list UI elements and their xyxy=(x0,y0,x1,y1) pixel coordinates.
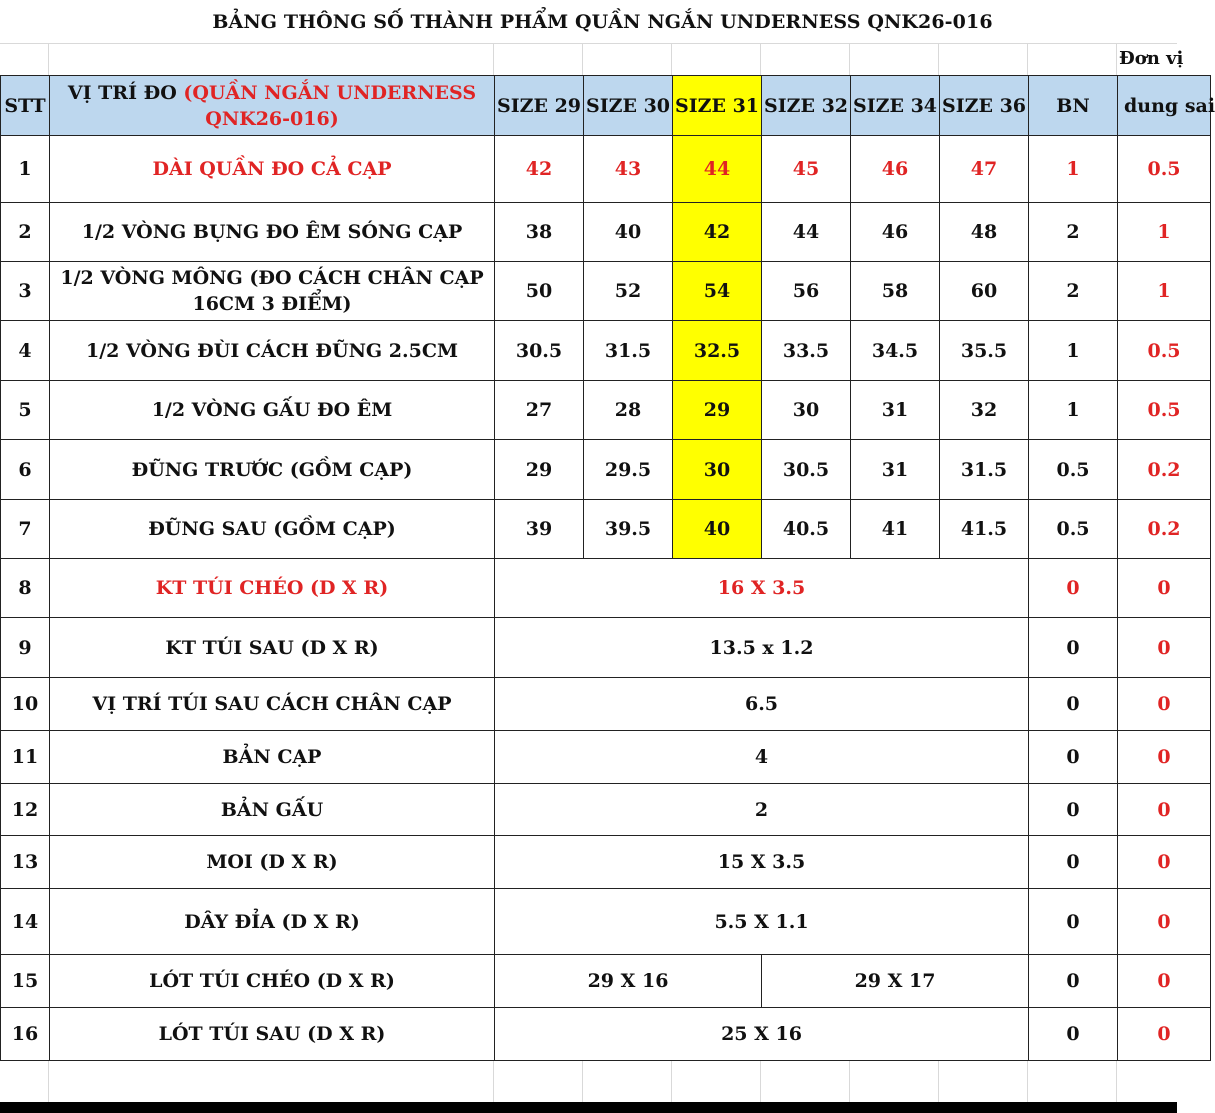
header-bn: BN xyxy=(1029,76,1118,136)
row-stt: 1 xyxy=(1,136,50,203)
row-size-value: 43 xyxy=(584,136,673,203)
row-stt: 12 xyxy=(1,784,50,836)
row-bn: 0 xyxy=(1029,618,1118,678)
row-bn: 1 xyxy=(1029,321,1118,381)
sheet-gridline xyxy=(1116,1061,1117,1102)
row-size-value: 28 xyxy=(584,381,673,440)
row-merged-value: 29 X 16 xyxy=(495,955,762,1008)
row-position-name: BẢN CẠP xyxy=(50,731,495,784)
table-row xyxy=(1,955,1211,1008)
row-stt: 10 xyxy=(1,678,50,731)
row-position-name: LÓT TÚI CHÉO (D X R) xyxy=(50,955,495,1008)
row-position-name: ĐŨNG SAU (GỒM CẠP) xyxy=(50,500,495,559)
row-bn: 0 xyxy=(1029,784,1118,836)
row-bn: 1 xyxy=(1029,381,1118,440)
row-stt: 11 xyxy=(1,731,50,784)
header-size-34: SIZE 34 xyxy=(851,76,940,136)
row-size-value: 27 xyxy=(495,381,584,440)
table-row xyxy=(1,440,1211,500)
row-position-name: DÀI QUẦN ĐO CẢ CẠP xyxy=(50,136,495,203)
sheet-gridline xyxy=(1027,1061,1028,1102)
row-merged-value: 15 X 3.5 xyxy=(495,836,1029,889)
header-size-31: SIZE 31 xyxy=(673,76,762,136)
header-size-30: SIZE 30 xyxy=(584,76,673,136)
sheet-gridline xyxy=(671,43,672,75)
row-size-value: 50 xyxy=(495,262,584,321)
row-bn: 2 xyxy=(1029,203,1118,262)
row-tolerance: 0 xyxy=(1118,836,1211,889)
row-size-value: 60 xyxy=(940,262,1029,321)
header-tolerance: dung sai xyxy=(1118,76,1211,136)
table-row xyxy=(1,889,1211,955)
header-row xyxy=(1,76,1211,136)
table-row xyxy=(1,836,1211,889)
table-row xyxy=(1,136,1211,203)
row-bn: 0 xyxy=(1029,889,1118,955)
header-position-prefix: VỊ TRÍ ĐO xyxy=(67,81,184,104)
table-row xyxy=(1,321,1211,381)
row-position-name: LÓT TÚI SAU (D X R) xyxy=(50,1008,495,1061)
row-size-value: 29 xyxy=(495,440,584,500)
row-size-value: 45 xyxy=(762,136,851,203)
header-stt: STT xyxy=(1,76,50,136)
row-stt: 5 xyxy=(1,381,50,440)
row-size-value: 42 xyxy=(673,203,762,262)
row-tolerance: 0 xyxy=(1118,955,1211,1008)
table-row xyxy=(1,203,1211,262)
row-size-value: 39 xyxy=(495,500,584,559)
row-size-value: 29 xyxy=(673,381,762,440)
row-size-value: 31 xyxy=(851,440,940,500)
row-merged-value: 25 X 16 xyxy=(495,1008,1029,1061)
row-position-name: MOI (D X R) xyxy=(50,836,495,889)
row-tolerance: 0 xyxy=(1118,889,1211,955)
row-position-name: 1/2 VÒNG MÔNG (ĐO CÁCH CHÂN CẠP 16CM 3 ĐIỂM) xyxy=(50,262,495,321)
row-merged-value: 5.5 X 1.1 xyxy=(495,889,1029,955)
row-bn: 0 xyxy=(1029,1008,1118,1061)
row-size-value: 30 xyxy=(673,440,762,500)
row-size-value: 44 xyxy=(673,136,762,203)
sheet-gridline xyxy=(849,1061,850,1102)
row-bn: 1 xyxy=(1029,136,1118,203)
row-position-name: DÂY ĐỈA (D X R) xyxy=(50,889,495,955)
sheet-gridline xyxy=(938,1061,939,1102)
table-row xyxy=(1,618,1211,678)
row-size-value: 47 xyxy=(940,136,1029,203)
row-stt: 7 xyxy=(1,500,50,559)
sheet-gridline xyxy=(493,1061,494,1102)
row-position-name: 1/2 VÒNG BỤNG ĐO ÊM SÓNG CẠP xyxy=(50,203,495,262)
sheet-gridline xyxy=(493,43,494,75)
row-size-value: 41 xyxy=(851,500,940,559)
row-position-name: VỊ TRÍ TÚI SAU CÁCH CHÂN CẠP xyxy=(50,678,495,731)
sheet-gridline xyxy=(671,1061,672,1102)
row-size-value: 40 xyxy=(584,203,673,262)
spec-table xyxy=(0,75,1215,1061)
row-merged-value: 29 X 17 xyxy=(762,955,1029,1008)
row-stt: 14 xyxy=(1,889,50,955)
table-row xyxy=(1,784,1211,836)
row-tolerance: 1 xyxy=(1118,203,1211,262)
row-tolerance: 1 xyxy=(1118,262,1211,321)
row-tolerance: 0.5 xyxy=(1118,321,1211,381)
row-bn: 0 xyxy=(1029,559,1118,618)
row-position-name: 1/2 VÒNG ĐÙI CÁCH ĐŨNG 2.5CM xyxy=(50,321,495,381)
sheet-gridline xyxy=(760,1061,761,1102)
row-position-name: BẢN GẤU xyxy=(50,784,495,836)
row-merged-value: 16 X 3.5 xyxy=(495,559,1029,618)
row-merged-value: 13.5 x 1.2 xyxy=(495,618,1029,678)
row-size-value: 30.5 xyxy=(762,440,851,500)
row-tolerance: 0.5 xyxy=(1118,136,1211,203)
row-size-value: 39.5 xyxy=(584,500,673,559)
row-tolerance: 0 xyxy=(1118,618,1211,678)
row-stt: 2 xyxy=(1,203,50,262)
row-size-value: 40.5 xyxy=(762,500,851,559)
sheet-gridline xyxy=(48,43,49,75)
row-bn: 0 xyxy=(1029,731,1118,784)
unit-label: Đơn vị xyxy=(1119,48,1184,69)
row-size-value: 31.5 xyxy=(584,321,673,381)
row-size-value: 32.5 xyxy=(673,321,762,381)
sheet-empty-row xyxy=(0,1061,1177,1102)
row-stt: 15 xyxy=(1,955,50,1008)
row-size-value: 38 xyxy=(495,203,584,262)
header-position-product: (QUẦN NGẮN UNDERNESS QNK26-016) xyxy=(183,81,477,130)
row-tolerance: 0 xyxy=(1118,678,1211,731)
row-stt: 13 xyxy=(1,836,50,889)
row-size-value: 29.5 xyxy=(584,440,673,500)
row-size-value: 54 xyxy=(673,262,762,321)
row-size-value: 30 xyxy=(762,381,851,440)
table-row xyxy=(1,262,1211,321)
row-size-value: 44 xyxy=(762,203,851,262)
sheet-gridline xyxy=(1027,43,1028,75)
sheet-gridline xyxy=(0,43,1177,44)
row-position-name: KT TÚI SAU (D X R) xyxy=(50,618,495,678)
row-size-value: 41.5 xyxy=(940,500,1029,559)
table-row xyxy=(1,678,1211,731)
table-row xyxy=(1,559,1211,618)
row-size-value: 46 xyxy=(851,203,940,262)
row-merged-value: 4 xyxy=(495,731,1029,784)
row-stt: 4 xyxy=(1,321,50,381)
row-tolerance: 0 xyxy=(1118,784,1211,836)
row-position-name: KT TÚI CHÉO (D X R) xyxy=(50,559,495,618)
sheet-gridline xyxy=(938,43,939,75)
row-size-value: 40 xyxy=(673,500,762,559)
row-size-value: 42 xyxy=(495,136,584,203)
header-size-36: SIZE 36 xyxy=(940,76,1029,136)
header-size-32: SIZE 32 xyxy=(762,76,851,136)
row-size-value: 46 xyxy=(851,136,940,203)
row-tolerance: 0 xyxy=(1118,731,1211,784)
bottom-black-bar xyxy=(0,1102,1177,1113)
row-bn: 0.5 xyxy=(1029,500,1118,559)
table-row xyxy=(1,731,1211,784)
row-size-value: 30.5 xyxy=(495,321,584,381)
sheet-gridline xyxy=(849,43,850,75)
row-bn: 0 xyxy=(1029,678,1118,731)
row-position-name: ĐŨNG TRƯỚC (GỒM CẠP) xyxy=(50,440,495,500)
sheet-gridline xyxy=(582,43,583,75)
row-tolerance: 0.2 xyxy=(1118,500,1211,559)
row-merged-value: 2 xyxy=(495,784,1029,836)
row-stt: 9 xyxy=(1,618,50,678)
row-bn: 2 xyxy=(1029,262,1118,321)
row-size-value: 56 xyxy=(762,262,851,321)
sheet-gridline xyxy=(48,1061,49,1102)
row-tolerance: 0.2 xyxy=(1118,440,1211,500)
row-size-value: 33.5 xyxy=(762,321,851,381)
header-position xyxy=(50,76,495,136)
row-position-name: 1/2 VÒNG GẤU ĐO ÊM xyxy=(50,381,495,440)
row-tolerance: 0 xyxy=(1118,559,1211,618)
row-size-value: 35.5 xyxy=(940,321,1029,381)
table-row xyxy=(1,500,1211,559)
header-size-29: SIZE 29 xyxy=(495,76,584,136)
row-bn: 0 xyxy=(1029,955,1118,1008)
sheet-gridline xyxy=(760,43,761,75)
sheet-title: BẢNG THÔNG SỐ THÀNH PHẨM QUẦN NGẮN UNDERNESS QNK26-016 xyxy=(212,10,993,33)
table-row xyxy=(1,381,1211,440)
row-size-value: 34.5 xyxy=(851,321,940,381)
row-size-value: 32 xyxy=(940,381,1029,440)
row-merged-value: 6.5 xyxy=(495,678,1029,731)
sheet-gridline xyxy=(582,1061,583,1102)
row-size-value: 31 xyxy=(851,381,940,440)
row-size-value: 48 xyxy=(940,203,1029,262)
row-stt: 8 xyxy=(1,559,50,618)
row-stt: 3 xyxy=(1,262,50,321)
table-row xyxy=(1,1008,1211,1061)
row-stt: 16 xyxy=(1,1008,50,1061)
row-size-value: 58 xyxy=(851,262,940,321)
row-bn: 0.5 xyxy=(1029,440,1118,500)
row-bn: 0 xyxy=(1029,836,1118,889)
row-tolerance: 0 xyxy=(1118,1008,1211,1061)
row-stt: 6 xyxy=(1,440,50,500)
row-size-value: 31.5 xyxy=(940,440,1029,500)
row-tolerance: 0.5 xyxy=(1118,381,1211,440)
row-size-value: 52 xyxy=(584,262,673,321)
sheet-gridline xyxy=(1116,43,1117,75)
